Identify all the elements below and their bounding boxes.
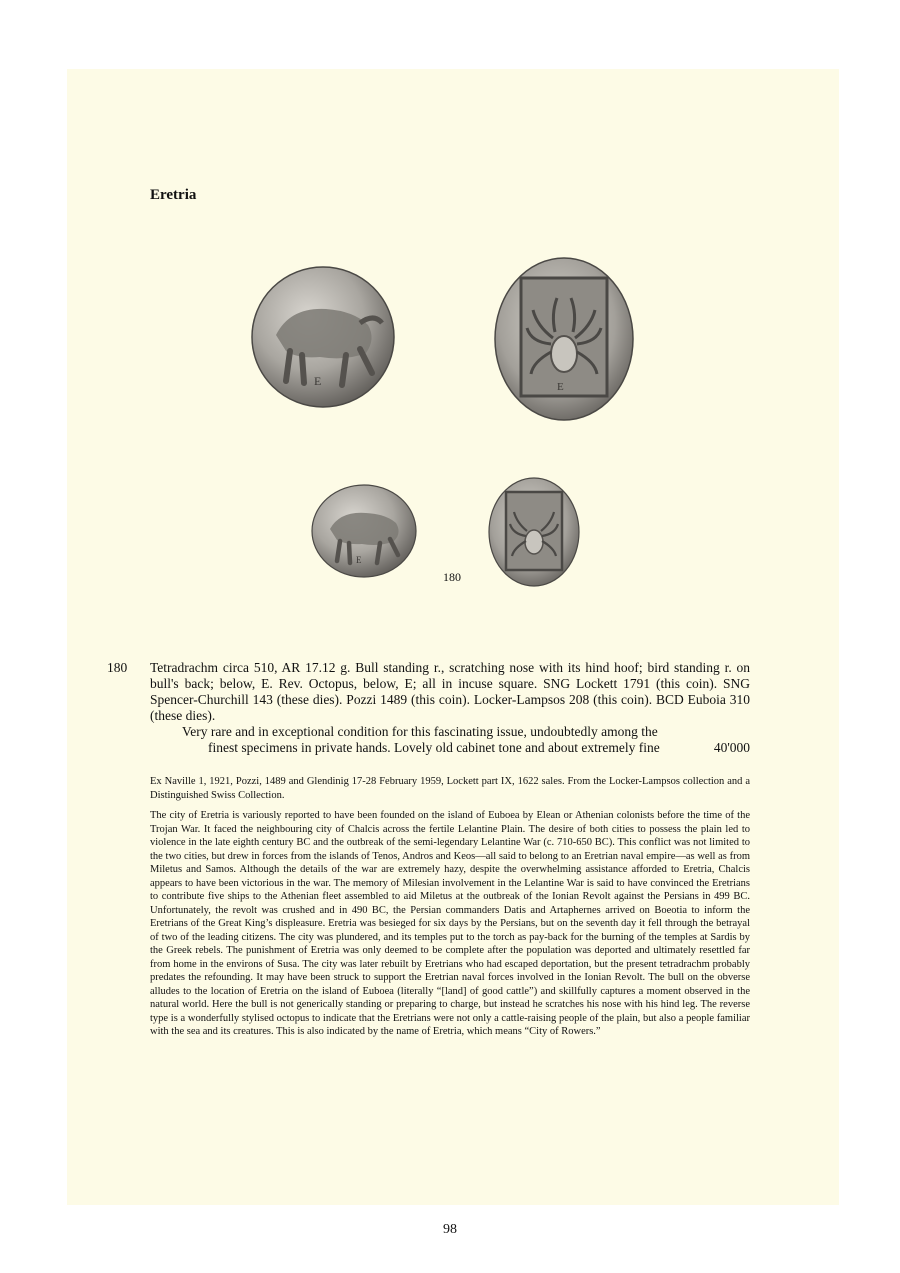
svg-text:E: E: [314, 374, 322, 388]
coin-obverse-small: [310, 483, 418, 579]
lot-number: 180: [107, 660, 128, 675]
lot-condition-line-2: finest specimens in private hands. Lovely old cabinet tone and about extremely fine: [208, 740, 660, 755]
historical-essay: The city of Eretria is variously reported to have been founded on the island of Euboea by Elean or Athenian colonists before the time of the Trojan War. It faced the neighbouring city of Chalcis across the fertile Lelantine Plain. The desire of both cities to possess the plain led to violence in the late eighth century BC and the outbreak of the semi-legendary Lelantine War (c. 710-650 BC). This conflict was not limited to the two cities, but drew in forces from the islands of Tenos, Andros and Keos—all said to belong to an Eretrian naval empire—as well as from Miletus and Samos. Although the details of the war are extremely hazy, despite the overwhelming assistance afforded to Eretria, Chalcis appears to have been victorious in the war. The memory of Milesian involvement in the Lelantine War is said to have convinced the Eretrians to contribute five ships to the Athenian fleet assembled to aid Miletus at the outbreak of the Ionian Revolt against the Persians in 499 BC. Unfortunately, the revolt was crushed and in 490 BC, the Persian commanders Datis and Artaphernes arrived on Boeotia to inform the Eretrians of the Great King’s displeasure. Eretria was besieged for six days by the Persians, but on the seventh day it fell through the betrayal of two of the leading citizens. The city was plundered, and its temples put to the torch as pay-back for the burning of the temples at Sardis by the Greek rebels. The punishment of Eretria was only deemed to be complete after the population was deported and ultimately resettled far from home in the environs of Susa. The city was later rebuilt by Eretrians who had escaped deportation, but the present tetradrachm probably predates the refounding. It may have been struck to support the Eretrian naval forces involved in the Ionian Revolt. The bull on the obverse alludes to the location of Eretria on the island of Euboea (literally “[land] of good cattle”) and skillfully captures a moment observed in the natural world. Here the bull is not generically standing or preparing to charge, but instead he scratches his nose with his hind leg. The reverse type is a wonderfully stylised octopus to indicate that the Eretrians were not only a cattle-raising people of the plain, but also a people familiar with the sea and its creatures. This is also indicated by the name of Eretria, which means “City of Rowers.”: [150, 810, 750, 1037]
lot-description: Tetradrachm circa 510, AR 17.12 g. Bull standing r., scratching nose with its hind hoof; bird standing r. on bull's back; below, E. Rev. Octopus, below, E; all in incuse square. SNG Lockett 1791 (this coin). SNG Spencer-Churchill 143 (these dies). Pozzi 1489 (this coin). Locker-Lampsos 208 (this coin). BCD Euboia 310 (these dies).: [150, 660, 750, 723]
coin-obverse-large: [250, 265, 396, 409]
coin-reverse-large: [493, 256, 635, 422]
section-heading: Eretria: [150, 187, 197, 203]
svg-text:E: E: [557, 381, 564, 393]
page-number: 98: [443, 1222, 457, 1237]
coin-reverse-small: [487, 476, 581, 588]
lot-condition-line-1: Very rare and in exceptional condition for this fascinating issue, undoubtedly among the: [182, 724, 658, 739]
lot-estimate-price: 40'000: [713, 740, 750, 755]
svg-text:E: E: [356, 555, 362, 565]
provenance-text: Ex Naville 1, 1921, Pozzi, 1489 and Glendinig 17-28 February 1959, Lockett part IX, 1622 sales. From the Locker-Lampsos collection and a Distinguished Swiss Collection.: [150, 776, 750, 801]
plate-number: 180: [443, 570, 461, 584]
